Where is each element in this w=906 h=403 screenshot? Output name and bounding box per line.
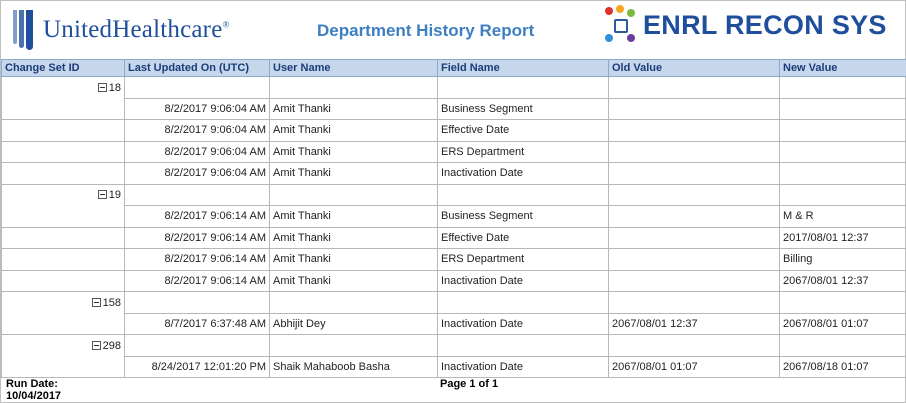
table-row	[2, 249, 906, 271]
cell-old-value	[609, 141, 780, 163]
table-row	[2, 141, 906, 163]
ers-system-icon	[605, 7, 635, 43]
department-history-table	[1, 59, 906, 378]
report-header	[1, 1, 906, 59]
page-number: Page 1 of 1	[440, 378, 499, 390]
cell-old-value	[609, 98, 780, 120]
cell-new-value: Billing	[780, 249, 906, 271]
cell-field-name: Inactivation Date	[438, 356, 609, 378]
cell-user-name: Amit Thanki	[270, 270, 438, 292]
table-header-row	[2, 60, 906, 77]
cell-old-value: 2067/08/01 12:37	[609, 313, 780, 335]
group-row	[2, 77, 906, 99]
unitedhealthcare-logo	[13, 7, 230, 53]
run-date-label: Run Date:	[6, 378, 58, 390]
cell-old-value	[609, 270, 780, 292]
cell-user-name: Amit Thanki	[270, 141, 438, 163]
table-row	[2, 313, 906, 335]
cell-user-name: Amit Thanki	[270, 206, 438, 228]
cell-old-value	[609, 249, 780, 271]
cell-new-value: 2067/08/18 01:07	[780, 356, 906, 378]
column-header-last-updated[interactable]: Last Updated On (UTC)	[125, 60, 270, 77]
cell-field-name: Inactivation Date	[438, 163, 609, 185]
uhc-shield-icon	[13, 10, 35, 50]
run-date-value: 10/04/2017	[6, 390, 62, 402]
cell-last-updated: 8/2/2017 9:06:04 AM	[125, 163, 270, 185]
column-header-old-value[interactable]: Old Value	[609, 60, 780, 77]
cell-field-name: Inactivation Date	[438, 313, 609, 335]
collapse-icon[interactable]	[92, 298, 101, 307]
change-set-id: 158	[102, 296, 121, 309]
cell-field-name: Business Segment	[438, 98, 609, 120]
cell-last-updated: 8/2/2017 9:06:04 AM	[125, 120, 270, 142]
cell-new-value: 2067/08/01 12:37	[780, 270, 906, 292]
cell-field-name: Effective Date	[438, 120, 609, 142]
cell-new-value	[780, 120, 906, 142]
cell-old-value	[609, 227, 780, 249]
change-set-id: 19	[108, 189, 121, 201]
cell-last-updated: 8/2/2017 9:06:04 AM	[125, 141, 270, 163]
table-row	[2, 98, 906, 120]
group-row	[2, 292, 906, 314]
column-header-field-name[interactable]: Field Name	[438, 60, 609, 77]
cell-last-updated: 8/2/2017 9:06:14 AM	[125, 227, 270, 249]
collapse-icon[interactable]	[92, 341, 101, 350]
cell-last-updated: 8/24/2017 12:01:20 PM	[125, 356, 270, 378]
cell-user-name: Amit Thanki	[270, 120, 438, 142]
cell-field-name: ERS Department	[438, 141, 609, 163]
table-row	[2, 206, 906, 228]
change-set-id: 298	[102, 339, 121, 352]
cell-old-value	[609, 120, 780, 142]
cell-user-name: Abhijit Dey	[270, 313, 438, 335]
run-date	[6, 378, 61, 402]
cell-last-updated: 8/2/2017 9:06:14 AM	[125, 206, 270, 228]
cell-old-value	[609, 206, 780, 228]
cell-user-name: Amit Thanki	[270, 227, 438, 249]
system-name: ENRL RECON SYS	[643, 9, 887, 40]
column-header-change-set-id[interactable]: Change Set ID	[2, 60, 125, 77]
cell-user-name: Amit Thanki	[270, 98, 438, 120]
ers-logo	[605, 7, 887, 43]
cell-last-updated: 8/2/2017 9:06:04 AM	[125, 98, 270, 120]
cell-user-name: Amit Thanki	[270, 249, 438, 271]
column-header-user-name[interactable]: User Name	[270, 60, 438, 77]
cell-new-value: 2017/08/01 12:37	[780, 227, 906, 249]
cell-old-value	[609, 163, 780, 185]
column-header-new-value[interactable]: New Value	[780, 60, 906, 77]
cell-user-name: Amit Thanki	[270, 163, 438, 185]
report-title: Department History Report	[317, 21, 535, 40]
group-row	[2, 335, 906, 357]
collapse-icon[interactable]	[98, 83, 107, 92]
brand-name: UnitedHealthcare	[43, 16, 223, 43]
cell-field-name: ERS Department	[438, 249, 609, 271]
cell-new-value: 2067/08/01 01:07	[780, 313, 906, 335]
report-footer	[1, 375, 906, 403]
cell-field-name: Effective Date	[438, 227, 609, 249]
cell-field-name: Business Segment	[438, 206, 609, 228]
table-row	[2, 163, 906, 185]
cell-last-updated: 8/7/2017 6:37:48 AM	[125, 313, 270, 335]
cell-new-value	[780, 98, 906, 120]
cell-user-name: Shaik Mahaboob Basha	[270, 356, 438, 378]
cell-last-updated: 8/2/2017 9:06:14 AM	[125, 249, 270, 271]
table-row	[2, 270, 906, 292]
table-row	[2, 227, 906, 249]
change-set-id: 18	[108, 81, 121, 94]
group-row	[2, 184, 906, 206]
table-row	[2, 120, 906, 142]
cell-last-updated: 8/2/2017 9:06:14 AM	[125, 270, 270, 292]
cell-field-name: Inactivation Date	[438, 270, 609, 292]
cell-old-value: 2067/08/01 01:07	[609, 356, 780, 378]
cell-new-value: M & R	[780, 206, 906, 228]
cell-new-value	[780, 163, 906, 185]
collapse-icon[interactable]	[98, 190, 107, 199]
registered-mark: ®	[222, 19, 230, 30]
cell-new-value	[780, 141, 906, 163]
